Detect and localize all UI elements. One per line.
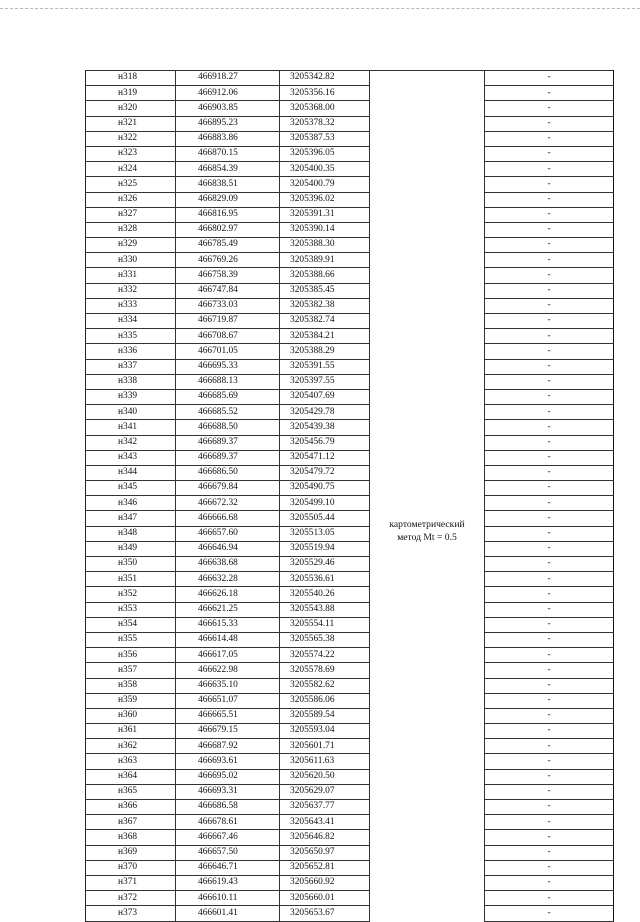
note-cell: - [485, 146, 614, 161]
y-coordinate-cell: 3205356.16 [280, 86, 370, 101]
table-row [86, 298, 614, 313]
note-cell: - [485, 602, 614, 617]
y-coordinate-cell: 3205439.38 [280, 420, 370, 435]
x-coordinate-cell: 466769.26 [176, 253, 280, 268]
note-cell: - [485, 648, 614, 663]
point-id-cell: н341 [86, 420, 176, 435]
x-coordinate-cell: 466666.68 [176, 511, 280, 526]
y-coordinate-cell: 3205554.11 [280, 617, 370, 632]
y-coordinate-cell: 3205653.67 [280, 906, 370, 921]
point-id-cell: н361 [86, 724, 176, 739]
y-coordinate-cell: 3205456.79 [280, 435, 370, 450]
x-coordinate-cell: 466646.94 [176, 541, 280, 556]
x-coordinate-cell: 466657.50 [176, 845, 280, 860]
note-cell: - [485, 815, 614, 830]
table-row [86, 511, 614, 526]
point-id-cell: н330 [86, 253, 176, 268]
y-coordinate-cell: 3205388.30 [280, 238, 370, 253]
table-row [86, 465, 614, 480]
table-row [86, 420, 614, 435]
y-coordinate-cell: 3205391.55 [280, 359, 370, 374]
x-coordinate-cell: 466685.52 [176, 405, 280, 420]
note-cell: - [485, 875, 614, 890]
y-coordinate-cell: 3205637.77 [280, 800, 370, 815]
note-cell: - [485, 465, 614, 480]
table-row [86, 815, 614, 830]
point-id-cell: н354 [86, 617, 176, 632]
note-cell: - [485, 405, 614, 420]
table-row [86, 71, 614, 86]
x-coordinate-cell: 466701.05 [176, 344, 280, 359]
y-coordinate-cell: 3205646.82 [280, 830, 370, 845]
point-id-cell: н322 [86, 131, 176, 146]
note-cell: - [485, 891, 614, 906]
point-id-cell: н318 [86, 71, 176, 86]
table-row [86, 238, 614, 253]
point-id-cell: н335 [86, 329, 176, 344]
note-cell: - [485, 283, 614, 298]
point-id-cell: н331 [86, 268, 176, 283]
point-id-cell: н345 [86, 481, 176, 496]
y-coordinate-cell: 3205565.38 [280, 632, 370, 647]
table-row [86, 587, 614, 602]
x-coordinate-cell: 466693.31 [176, 784, 280, 799]
method-name: картометрический [389, 518, 465, 530]
table-row [86, 906, 614, 921]
note-cell: - [485, 359, 614, 374]
note-cell: - [485, 496, 614, 511]
x-coordinate-cell: 466912.06 [176, 86, 280, 101]
note-cell: - [485, 511, 614, 526]
table-row [86, 739, 614, 754]
table-row [86, 875, 614, 890]
point-id-cell: н356 [86, 648, 176, 663]
table-row [86, 101, 614, 116]
point-id-cell: н372 [86, 891, 176, 906]
x-coordinate-cell: 466829.09 [176, 192, 280, 207]
point-id-cell: н348 [86, 526, 176, 541]
note-cell: - [485, 541, 614, 556]
note-cell: - [485, 724, 614, 739]
point-id-cell: н343 [86, 450, 176, 465]
table-row [86, 314, 614, 329]
point-id-cell: н371 [86, 875, 176, 890]
note-cell: - [485, 162, 614, 177]
note-cell: - [485, 481, 614, 496]
y-coordinate-cell: 3205384.21 [280, 329, 370, 344]
table-row [86, 800, 614, 815]
y-coordinate-cell: 3205536.61 [280, 572, 370, 587]
y-coordinate-cell: 3205513.05 [280, 526, 370, 541]
table-row [86, 754, 614, 769]
x-coordinate-cell: 466679.15 [176, 724, 280, 739]
table-row [86, 162, 614, 177]
y-coordinate-cell: 3205529.46 [280, 557, 370, 572]
x-coordinate-cell: 466686.58 [176, 800, 280, 815]
y-coordinate-cell: 3205578.69 [280, 663, 370, 678]
y-coordinate-cell: 3205471.12 [280, 450, 370, 465]
y-coordinate-cell: 3205382.38 [280, 298, 370, 313]
point-id-cell: н365 [86, 784, 176, 799]
table-row [86, 450, 614, 465]
y-coordinate-cell: 3205586.06 [280, 693, 370, 708]
point-id-cell: н366 [86, 800, 176, 815]
x-coordinate-cell: 466747.84 [176, 283, 280, 298]
y-coordinate-cell: 3205407.69 [280, 389, 370, 404]
note-cell: - [485, 708, 614, 723]
table-row [86, 116, 614, 131]
x-coordinate-cell: 466646.71 [176, 860, 280, 875]
table-row [86, 648, 614, 663]
x-coordinate-cell: 466838.51 [176, 177, 280, 192]
note-cell: - [485, 71, 614, 86]
y-coordinate-cell: 3205389.91 [280, 253, 370, 268]
y-coordinate-cell: 3205390.14 [280, 222, 370, 237]
y-coordinate-cell: 3205620.50 [280, 769, 370, 784]
note-cell: - [485, 663, 614, 678]
x-coordinate-cell: 466695.02 [176, 769, 280, 784]
table-row [86, 86, 614, 101]
x-coordinate-cell: 466617.05 [176, 648, 280, 663]
point-id-cell: н320 [86, 101, 176, 116]
y-coordinate-cell: 3205490.75 [280, 481, 370, 496]
y-coordinate-cell: 3205378.32 [280, 116, 370, 131]
table-row [86, 207, 614, 222]
table-row [86, 146, 614, 161]
x-coordinate-cell: 466665.51 [176, 708, 280, 723]
table-row [86, 389, 614, 404]
x-coordinate-cell: 466854.39 [176, 162, 280, 177]
point-id-cell: н326 [86, 192, 176, 207]
x-coordinate-cell: 466651.07 [176, 693, 280, 708]
note-cell: - [485, 268, 614, 283]
point-id-cell: н327 [86, 207, 176, 222]
note-cell: - [485, 587, 614, 602]
table-row [86, 268, 614, 283]
point-id-cell: н350 [86, 557, 176, 572]
note-cell: - [485, 572, 614, 587]
y-coordinate-cell: 3205396.05 [280, 146, 370, 161]
x-coordinate-cell: 466816.95 [176, 207, 280, 222]
table-row [86, 344, 614, 359]
y-coordinate-cell: 3205650.97 [280, 845, 370, 860]
y-coordinate-cell: 3205385.45 [280, 283, 370, 298]
note-cell: - [485, 617, 614, 632]
y-coordinate-cell: 3205629.07 [280, 784, 370, 799]
table-row [86, 784, 614, 799]
note-cell: - [485, 298, 614, 313]
point-id-cell: н362 [86, 739, 176, 754]
table-row [86, 283, 614, 298]
x-coordinate-cell: 466621.25 [176, 602, 280, 617]
point-id-cell: н339 [86, 389, 176, 404]
point-id-cell: н328 [86, 222, 176, 237]
table-row [86, 481, 614, 496]
table-row [86, 724, 614, 739]
y-coordinate-cell: 3205479.72 [280, 465, 370, 480]
table-row [86, 663, 614, 678]
x-coordinate-cell: 466672.32 [176, 496, 280, 511]
x-coordinate-cell: 466695.33 [176, 359, 280, 374]
note-cell: - [485, 693, 614, 708]
note-cell: - [485, 177, 614, 192]
x-coordinate-cell: 466785.49 [176, 238, 280, 253]
y-coordinate-cell: 3205396.02 [280, 192, 370, 207]
table-row [86, 602, 614, 617]
note-cell: - [485, 329, 614, 344]
y-coordinate-cell: 3205368.00 [280, 101, 370, 116]
x-coordinate-cell: 466614.48 [176, 632, 280, 647]
table-row [86, 222, 614, 237]
table-row [86, 845, 614, 860]
point-id-cell: н352 [86, 587, 176, 602]
y-coordinate-cell: 3205589.54 [280, 708, 370, 723]
x-coordinate-cell: 466685.69 [176, 389, 280, 404]
x-coordinate-cell: 466733.03 [176, 298, 280, 313]
table-row [86, 177, 614, 192]
y-coordinate-cell: 3205660.92 [280, 875, 370, 890]
note-cell: - [485, 222, 614, 237]
note-cell: - [485, 678, 614, 693]
table-row [86, 253, 614, 268]
table-row [86, 632, 614, 647]
note-cell: - [485, 754, 614, 769]
note-cell: - [485, 420, 614, 435]
y-coordinate-cell: 3205611.63 [280, 754, 370, 769]
x-coordinate-cell: 466619.43 [176, 875, 280, 890]
point-id-cell: н323 [86, 146, 176, 161]
page-top-rule [0, 8, 640, 11]
note-cell: - [485, 101, 614, 116]
point-id-cell: н321 [86, 116, 176, 131]
note-cell: - [485, 86, 614, 101]
point-id-cell: н357 [86, 663, 176, 678]
x-coordinate-cell: 466638.68 [176, 557, 280, 572]
note-cell: - [485, 784, 614, 799]
point-id-cell: н360 [86, 708, 176, 723]
point-id-cell: н347 [86, 511, 176, 526]
table-row [86, 830, 614, 845]
point-id-cell: н369 [86, 845, 176, 860]
y-coordinate-cell: 3205543.88 [280, 602, 370, 617]
method-cell-upper [370, 71, 485, 314]
table-row [86, 891, 614, 906]
y-coordinate-cell: 3205574.22 [280, 648, 370, 663]
x-coordinate-cell: 466688.13 [176, 374, 280, 389]
note-cell: - [485, 739, 614, 754]
x-coordinate-cell: 466601.41 [176, 906, 280, 921]
y-coordinate-cell: 3205397.55 [280, 374, 370, 389]
x-coordinate-cell: 466688.50 [176, 420, 280, 435]
note-cell: - [485, 800, 614, 815]
x-coordinate-cell: 466903.85 [176, 101, 280, 116]
table-row [86, 359, 614, 374]
x-coordinate-cell: 466689.37 [176, 435, 280, 450]
point-id-cell: н344 [86, 465, 176, 480]
table-row [86, 329, 614, 344]
x-coordinate-cell: 466693.61 [176, 754, 280, 769]
note-cell: - [485, 830, 614, 845]
note-cell: - [485, 450, 614, 465]
point-id-cell: н355 [86, 632, 176, 647]
point-id-cell: н325 [86, 177, 176, 192]
coordinates-table [85, 70, 614, 922]
table-row [86, 435, 614, 450]
point-id-cell: н359 [86, 693, 176, 708]
point-id-cell: н334 [86, 314, 176, 329]
point-id-cell: н333 [86, 298, 176, 313]
point-id-cell: н336 [86, 344, 176, 359]
x-coordinate-cell: 466679.84 [176, 481, 280, 496]
y-coordinate-cell: 3205582.62 [280, 678, 370, 693]
table-row [86, 374, 614, 389]
point-id-cell: н340 [86, 405, 176, 420]
point-id-cell: н338 [86, 374, 176, 389]
y-coordinate-cell: 3205391.31 [280, 207, 370, 222]
note-cell: - [485, 314, 614, 329]
y-coordinate-cell: 3205387.53 [280, 131, 370, 146]
y-coordinate-cell: 3205429.78 [280, 405, 370, 420]
y-coordinate-cell: 3205400.79 [280, 177, 370, 192]
point-id-cell: н370 [86, 860, 176, 875]
note-cell: - [485, 374, 614, 389]
note-cell: - [485, 192, 614, 207]
note-cell: - [485, 253, 614, 268]
note-cell: - [485, 435, 614, 450]
x-coordinate-cell: 466622.98 [176, 663, 280, 678]
x-coordinate-cell: 466719.87 [176, 314, 280, 329]
table-row [86, 192, 614, 207]
y-coordinate-cell: 3205388.29 [280, 344, 370, 359]
x-coordinate-cell: 466626.18 [176, 587, 280, 602]
note-cell: - [485, 845, 614, 860]
x-coordinate-cell: 466758.39 [176, 268, 280, 283]
x-coordinate-cell: 466667.46 [176, 830, 280, 845]
note-cell: - [485, 769, 614, 784]
note-cell: - [485, 116, 614, 131]
point-id-cell: н368 [86, 830, 176, 845]
y-coordinate-cell: 3205540.26 [280, 587, 370, 602]
note-cell: - [485, 207, 614, 222]
x-coordinate-cell: 466687.92 [176, 739, 280, 754]
note-cell: - [485, 389, 614, 404]
point-id-cell: н329 [86, 238, 176, 253]
point-id-cell: н358 [86, 678, 176, 693]
x-coordinate-cell: 466678.61 [176, 815, 280, 830]
table-row [86, 678, 614, 693]
x-coordinate-cell: 466610.11 [176, 891, 280, 906]
y-coordinate-cell: 3205400.35 [280, 162, 370, 177]
y-coordinate-cell: 3205499.10 [280, 496, 370, 511]
y-coordinate-cell: 3205519.94 [280, 541, 370, 556]
y-coordinate-cell: 3205643.41 [280, 815, 370, 830]
y-coordinate-cell: 3205342.82 [280, 71, 370, 86]
table-row [86, 557, 614, 572]
table-row [86, 541, 614, 556]
point-id-cell: н324 [86, 162, 176, 177]
x-coordinate-cell: 466895.23 [176, 116, 280, 131]
table-row [86, 617, 614, 632]
method-cell [370, 314, 485, 922]
x-coordinate-cell: 466635.10 [176, 678, 280, 693]
point-id-cell: н364 [86, 769, 176, 784]
note-cell: - [485, 860, 614, 875]
x-coordinate-cell: 466657.60 [176, 526, 280, 541]
point-id-cell: н367 [86, 815, 176, 830]
x-coordinate-cell: 466689.37 [176, 450, 280, 465]
table-row [86, 693, 614, 708]
point-id-cell: н337 [86, 359, 176, 374]
x-coordinate-cell: 466686.50 [176, 465, 280, 480]
table-row [86, 496, 614, 511]
method-accuracy: метод Mt = 0.5 [397, 532, 457, 544]
y-coordinate-cell: 3205505.44 [280, 511, 370, 526]
point-id-cell: н363 [86, 754, 176, 769]
x-coordinate-cell: 466918.27 [176, 71, 280, 86]
x-coordinate-cell: 466615.33 [176, 617, 280, 632]
table-row [86, 526, 614, 541]
table-row [86, 405, 614, 420]
y-coordinate-cell: 3205388.66 [280, 268, 370, 283]
point-id-cell: н353 [86, 602, 176, 617]
x-coordinate-cell: 466802.97 [176, 222, 280, 237]
y-coordinate-cell: 3205652.81 [280, 860, 370, 875]
table-row [86, 572, 614, 587]
y-coordinate-cell: 3205593.04 [280, 724, 370, 739]
x-coordinate-cell: 466708.67 [176, 329, 280, 344]
note-cell: - [485, 238, 614, 253]
y-coordinate-cell: 3205601.71 [280, 739, 370, 754]
coordinates-table-body [86, 71, 614, 922]
y-coordinate-cell: 3205382.74 [280, 314, 370, 329]
point-id-cell: н342 [86, 435, 176, 450]
note-cell: - [485, 557, 614, 572]
note-cell: - [485, 632, 614, 647]
table-row [86, 769, 614, 784]
note-cell: - [485, 526, 614, 541]
point-id-cell: н332 [86, 283, 176, 298]
table-row [86, 708, 614, 723]
point-id-cell: н373 [86, 906, 176, 921]
table-row [86, 860, 614, 875]
table-row [86, 131, 614, 146]
y-coordinate-cell: 3205660.01 [280, 891, 370, 906]
note-cell: - [485, 906, 614, 921]
note-cell: - [485, 344, 614, 359]
x-coordinate-cell: 466870.15 [176, 146, 280, 161]
point-id-cell: н349 [86, 541, 176, 556]
x-coordinate-cell: 466883.86 [176, 131, 280, 146]
note-cell: - [485, 131, 614, 146]
x-coordinate-cell: 466632.28 [176, 572, 280, 587]
point-id-cell: н351 [86, 572, 176, 587]
point-id-cell: н319 [86, 86, 176, 101]
point-id-cell: н346 [86, 496, 176, 511]
